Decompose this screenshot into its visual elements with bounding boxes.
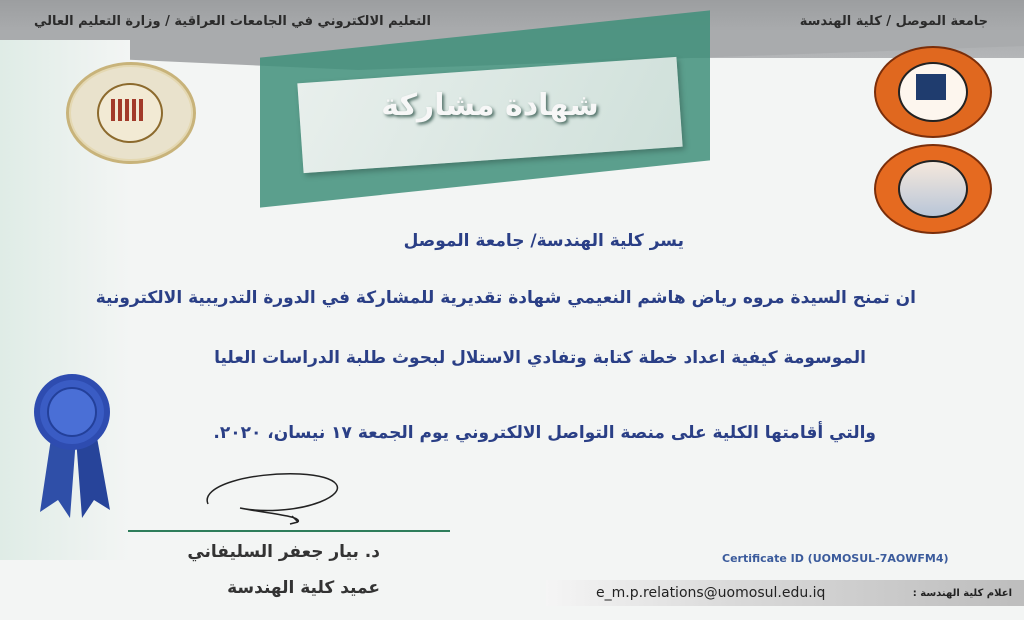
header-university: جامعة الموصل / كلية الهندسة	[799, 14, 988, 29]
certificate-id: Certificate ID (UOMOSUL-7AOWFM4)	[722, 552, 949, 565]
signatory-title: عميد كلية الهندسة	[227, 578, 380, 598]
ministry-seal-icon	[66, 62, 196, 164]
certificate-line-2: ان تمنح السيدة مروه رياض هاشم النعيمي شهادة تقديرية للمشاركة في الدورة التدريبية الالكترونية	[95, 288, 916, 308]
footer-label: اعلام كلية الهندسة :	[912, 588, 1012, 599]
signature-icon	[190, 460, 370, 530]
university-seal-icon	[874, 46, 992, 138]
certificate-title: شهادة مشاركة	[381, 88, 599, 123]
engineering-college-seal-icon	[874, 144, 992, 234]
certificate-line-3: الموسومة كيفية اعداد خطة كتابة وتفادي الاستلال لبحوث طلبة الدراسات العليا	[214, 348, 866, 368]
contact-email[interactable]: e_m.p.relations@uomosul.edu.iq	[596, 585, 826, 601]
signatory-name: د. بيار جعفر السليفاني	[187, 542, 380, 562]
header-ministry: التعليم الالكتروني في الجامعات العراقية / وزارة التعليم العالي	[34, 14, 431, 29]
award-rosette-icon	[30, 372, 114, 522]
certificate-line-4: والتي أقامتها الكلية على منصة التواصل الالكتروني يوم الجمعة ١٧ نيسان، ٢٠٢٠.	[213, 423, 876, 443]
certificate-line-1: يسر كلية الهندسة/ جامعة الموصل	[403, 231, 684, 251]
signature-line	[128, 530, 450, 532]
